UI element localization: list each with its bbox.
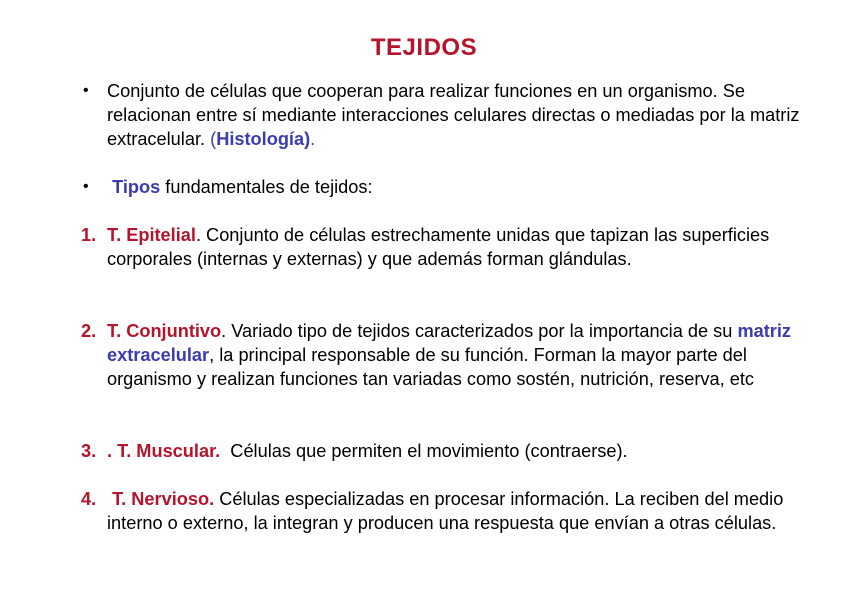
tissue-description: . Variado tipo de tejidos caracterizados por la importancia de su — [221, 321, 738, 341]
item-number: 2. — [81, 321, 97, 341]
bullet-icon: • — [83, 82, 89, 99]
list-item-conjuntivo — [81, 319, 801, 391]
matriz-highlight: matriz extracelular — [107, 321, 792, 365]
tipos-text — [107, 175, 801, 199]
intro-text — [107, 79, 801, 151]
intro-paragraph — [81, 79, 801, 151]
item-text — [107, 439, 801, 463]
tipos-paragraph — [81, 175, 801, 199]
tissue-description: Células que permiten el movimiento (contraerse). — [220, 441, 628, 461]
list-item-nervioso — [81, 487, 801, 535]
intro-body: Conjunto de células que cooperan para realizar funciones en un organismo. Se relacionan entre sí mediante interacciones celulares directas o mediadas por la matriz extracelular. — [107, 81, 800, 149]
histologia-link: Histología) — [216, 129, 311, 149]
tissue-description: . Conjunto de células estrechamente unidas que tapizan las superficies corporales (internas y externas) y que además forman glándulas. — [107, 225, 770, 269]
bullet-icon: • — [83, 178, 89, 195]
item-number: 3. — [81, 441, 97, 461]
item-text — [107, 319, 801, 391]
page-title: TEJIDOS — [370, 34, 478, 61]
tipos-rest: fundamentales de tejidos: — [160, 177, 373, 197]
intro-end: . — [310, 129, 316, 149]
tissue-name: T. Nervioso. — [107, 489, 215, 509]
item-text — [107, 223, 801, 271]
item-number: 4. — [81, 489, 97, 509]
tissue-name: . T. Muscular. — [107, 441, 221, 461]
item-number: 1. — [81, 225, 97, 245]
tissue-name: T. Conjuntivo — [107, 321, 222, 341]
tissue-name: T. Epitelial — [107, 225, 196, 245]
tipos-highlight: Tipos — [112, 177, 161, 197]
list-item-epitelial — [81, 223, 801, 271]
item-text — [107, 487, 801, 535]
list-item-muscular — [81, 439, 801, 463]
intro-paren: ( — [210, 129, 217, 149]
tissue-description-cont: , la principal responsable de su función. Forman la mayor parte del organismo y realizan funciones tan variadas como sostén, nutrición, reserva, etc — [107, 345, 754, 389]
tissue-description: Células especializadas en procesar información. La reciben del medio interno o externo, la integran y producen una respuesta que envían a otras células. — [107, 489, 789, 533]
